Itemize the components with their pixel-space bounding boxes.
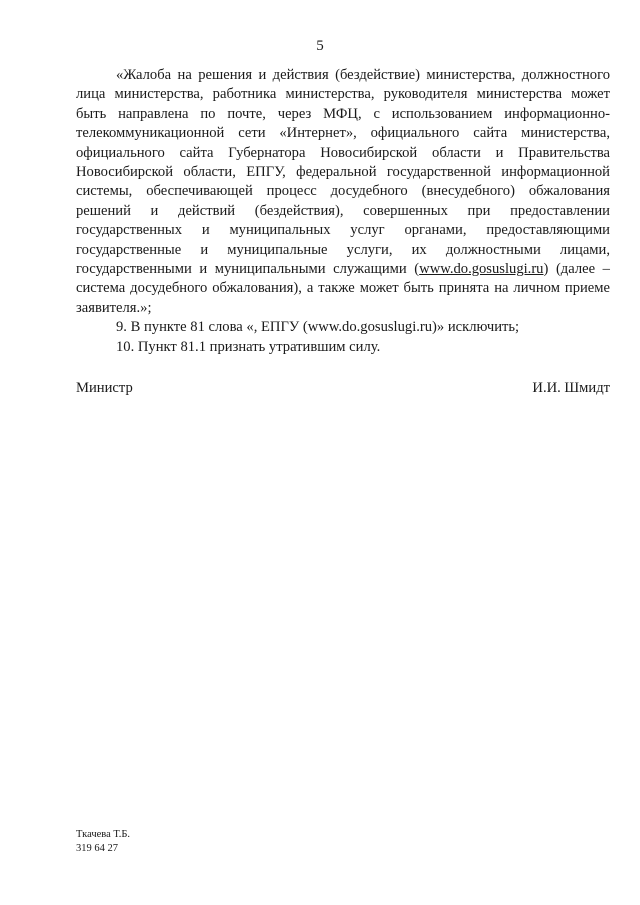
executor-footer: [76, 828, 130, 856]
signatory-name: И.И. Шмидт: [532, 380, 610, 396]
gosuslugi-link[interactable]: www.do.gosuslugi.ru: [419, 261, 544, 278]
paragraph-item-9: 9. В пункте 81 слова «, ЕПГУ (www.do.gosuslugi.ru)» исключить;: [116, 319, 520, 336]
signature-row: [76, 380, 610, 397]
paragraph-complaint: [76, 66, 610, 318]
paragraph-complaint-text-end: ) (далее – система досудебного обжалования), а также может быть принята на личном приеме заявителя.»;: [76, 261, 610, 316]
signatory-position: Министр: [76, 380, 133, 396]
document-body: [76, 66, 610, 357]
paragraph-complaint-text: «Жалоба на решения и действия (бездействие) министерства, должностного лица министерства, работника министерства, руководителя министерства может быть направлена по почте, через МФЦ, с использованием информационно-телекоммуникационной сети «Интернет», официального сайта министерства, официального сайта Губернатора Новосибирской области и Правительства Новосибирской области, ЕПГУ, федеральной государственной информационной системы, обеспечивающей процесс досудебного (внесудебного) обжалования решений и действий (бездействия), совершенных при предоставлении государственных и муниципальных услуг органами, предоставляющими государственные и муниципальные услуги, их должностными лицами, государственными и муниципальными служащими (: [76, 67, 610, 278]
executor-name: Ткачева Т.Б.: [76, 829, 131, 840]
executor-phone: 319 64 27: [76, 843, 118, 854]
paragraph-item-10: 10. Пункт 81.1 признать утратившим силу.: [116, 338, 381, 355]
page-number: 5: [316, 38, 324, 54]
